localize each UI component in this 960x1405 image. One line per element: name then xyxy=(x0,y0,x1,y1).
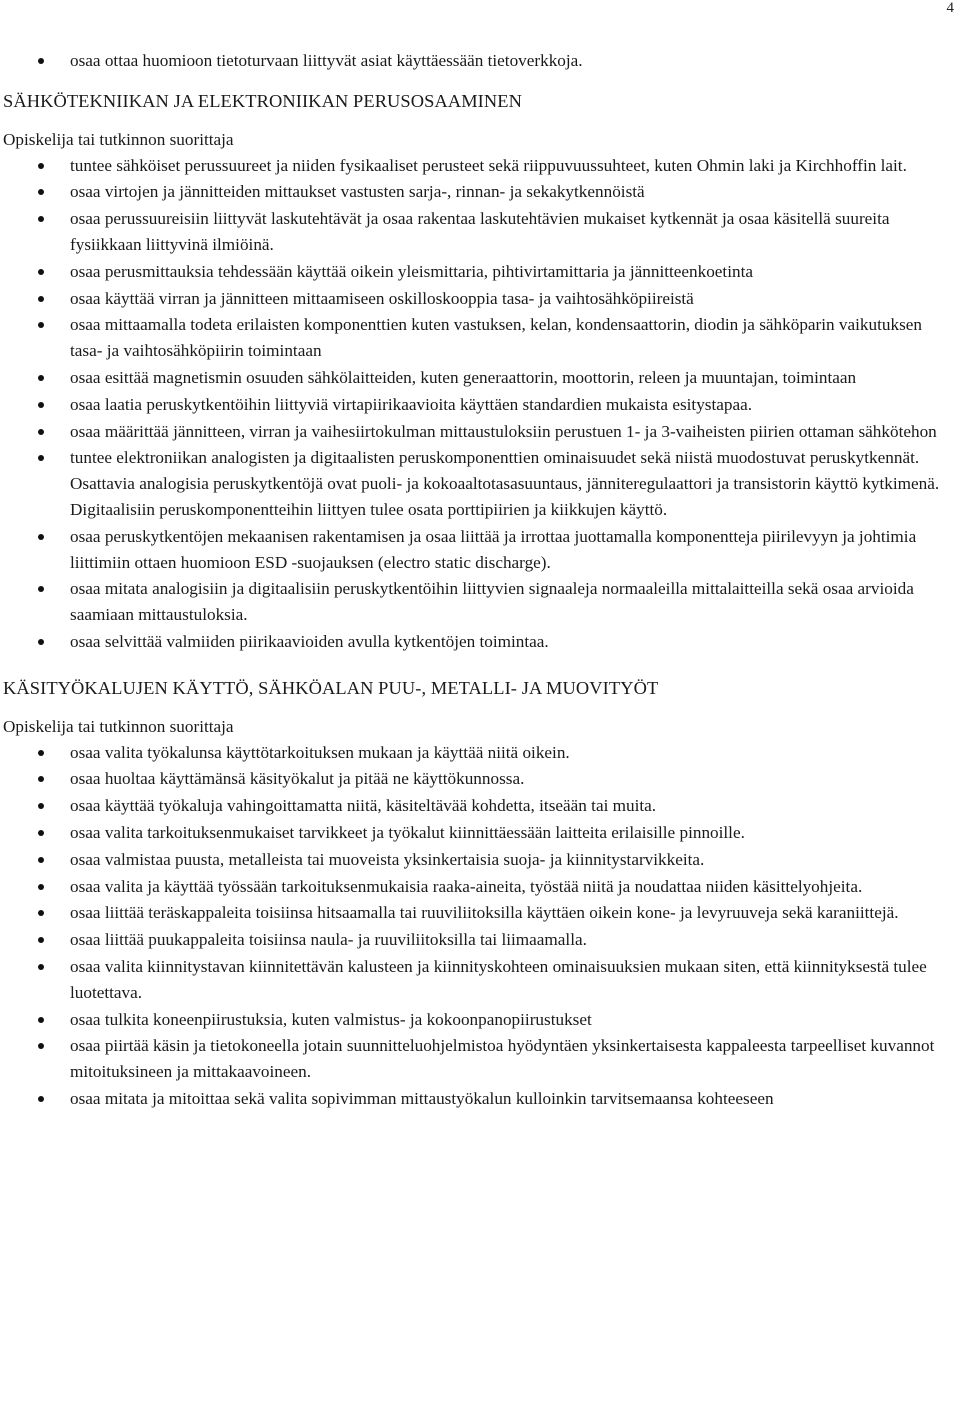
bullet-list-hand-tools xyxy=(3,740,955,1112)
bullet-icon xyxy=(38,910,44,916)
list-item xyxy=(3,365,955,391)
list-item-text: osaa valita kiinnitystavan kiinnitettävän kalusteen ja kiinnityskohteen ominaisuuksien mukaan siten, että kiinnityksestä tulee luotettava. xyxy=(70,956,927,1002)
list-item xyxy=(3,927,955,953)
list-item xyxy=(3,445,955,522)
list-item-text: osaa käyttää virran ja jännitteen mittaamiseen oskilloskooppia tasa- ja vaihtosähköpiireistä xyxy=(70,288,694,308)
bullet-icon xyxy=(38,322,44,328)
bullet-icon xyxy=(38,937,44,943)
list-item-text: osaa piirtää käsin ja tietokoneella jotain suunnitteluohjelmistoa hyödyntäen yksinkertaisesta kappaleesta tarpeelliset kuvannot mitoituksineen ja mittakaavoineen. xyxy=(70,1036,935,1082)
list-item-text: osaa valita työkalunsa käyttötarkoituksen mukaan ja käyttää niitä oikein. xyxy=(70,742,570,762)
bullet-icon xyxy=(38,429,44,435)
list-item xyxy=(3,1086,955,1112)
bullet-icon xyxy=(38,803,44,809)
list-item xyxy=(3,48,955,74)
bullet-icon xyxy=(38,1017,44,1023)
list-item-text: tuntee sähköiset perussuureet ja niiden fysikaaliset perusteet sekä riippuvuussuhteet, kuten Ohmin laki ja Kirchhoffin lait. xyxy=(70,155,907,175)
bullet-list-intro xyxy=(3,48,955,74)
list-item-text: osaa laatia peruskytkentöihin liittyviä virtapiirikaavioita käyttäen standardien mukaista esitystapaa. xyxy=(70,394,753,414)
list-item xyxy=(3,900,955,926)
list-item-text: osaa esittää magnetismin osuuden sähkölaitteiden, kuten generaattorin, moottorin, releen ja muuntajan, toimintaan xyxy=(70,367,857,387)
bullet-icon xyxy=(38,402,44,408)
list-item-text: osaa virtojen ja jännitteiden mittaukset vastusten sarja-, rinnan- ja sekakytkennöistä xyxy=(70,182,645,202)
bullet-icon xyxy=(38,639,44,645)
bullet-icon xyxy=(38,857,44,863)
bullet-icon xyxy=(38,830,44,836)
list-item xyxy=(3,766,955,792)
list-item xyxy=(3,524,955,576)
list-item xyxy=(3,259,955,285)
list-item-text: osaa määrittää jännitteen, virran ja vaihesiirtokulman mittaustuloksiin perustuen 1- ja 3-vaiheisten piirien ottaman sähkötehon xyxy=(70,421,937,441)
list-item-text: osaa käyttää työkaluja vahingoittamatta niitä, käsiteltävää kohdetta, itseään tai muita. xyxy=(70,796,657,816)
bullet-icon xyxy=(38,216,44,222)
list-item xyxy=(3,740,955,766)
list-item-text: osaa perusmittauksia tehdessään käyttää oikein yleismittaria, pihtivirtamittaria ja jännitteenkoetinta xyxy=(70,261,753,281)
bullet-icon xyxy=(38,455,44,461)
bullet-icon xyxy=(38,964,44,970)
list-item xyxy=(3,1007,955,1033)
list-item-text: osaa selvittää valmiiden piirikaavioiden avulla kytkentöjen toimintaa. xyxy=(70,631,549,651)
list-item-text: osaa valmistaa puusta, metalleista tai muoveista yksinkertaisia suoja- ja kiinnitystarvikkeita. xyxy=(70,849,705,869)
bullet-icon xyxy=(38,375,44,381)
bullet-icon xyxy=(38,1043,44,1049)
list-item xyxy=(3,1033,955,1085)
list-item-text: osaa mittaamalla todeta erilaisten komponenttien kuten vastuksen, kelan, kondensaattorin, diodin ja sähköparin vaikutuksen tasa- ja vaihtosähköpiirin toimintaan xyxy=(70,315,922,361)
bullet-icon xyxy=(38,189,44,195)
bullet-icon xyxy=(38,884,44,890)
list-item xyxy=(3,820,955,846)
section-heading-hand-tools: KÄSITYÖKALUJEN KÄYTTÖ, SÄHKÖALAN PUU-, METALLI- JA MUOVITYÖT xyxy=(3,677,659,698)
list-item xyxy=(3,392,955,418)
list-item xyxy=(3,847,955,873)
bullet-icon xyxy=(38,163,44,169)
bullet-icon xyxy=(38,534,44,540)
list-item-text: osaa peruskytkentöjen mekaanisen rakentamisen ja osaa liittää ja irrottaa juottamalla komponentteja piirilevyyn ja johtimia liittimiin ottaen huomioon ESD -suojauksen (electro static discharge). xyxy=(70,526,917,572)
list-item-text: osaa perussuureisiin liittyvät laskutehtävät ja osaa rakentaa laskutehtävien mukaiset kytkennät ja osaa käsitellä suureita fysiikkaan liittyvinä ilmiöinä. xyxy=(70,209,890,254)
list-item xyxy=(3,576,955,628)
list-item-text: osaa tulkita koneenpiirustuksia, kuten valmistus- ja kokoonpanopiirustukset xyxy=(70,1009,592,1029)
list-item-text: osaa liittää puukappaleita toisiinsa naula- ja ruuviliitoksilla tai liimaamalla. xyxy=(70,930,587,950)
bullet-icon xyxy=(38,58,44,64)
bullet-list-electrical-basics xyxy=(3,153,955,655)
list-item-text: osaa liittää teräskappaleita toisiinsa hitsaamalla tai ruuviliitoksilla käyttäen oikein kone- ja levyruuveja sekä karaniittejä. xyxy=(70,903,899,923)
bullet-icon xyxy=(38,776,44,782)
list-item xyxy=(3,793,955,819)
page-number: 4 xyxy=(946,0,954,16)
list-item xyxy=(3,312,955,364)
list-item xyxy=(3,286,955,312)
list-item xyxy=(3,629,955,655)
bullet-icon xyxy=(38,750,44,756)
section-heading-electrical-basics: SÄHKÖTEKNIIKAN JA ELEKTRONIIKAN PERUSOSAAMINEN xyxy=(3,90,523,111)
section-subheading: Opiskelija tai tutkinnon suorittaja xyxy=(3,129,234,149)
list-item-text: osaa valita tarkoituksenmukaiset tarvikkeet ja työkalut kiinnittäessään laitteita erilaisille pinnoille. xyxy=(70,822,745,842)
bullet-icon xyxy=(38,1096,44,1102)
list-item-text: osaa mitata analogisiin ja digitaalisiin peruskytkentöihin liittyvien signaaleja normaaleilla mittalaitteilla sekä osaa arvioida saamiaan mittaustuloksia. xyxy=(70,579,914,625)
list-item xyxy=(3,874,955,900)
list-item xyxy=(3,153,955,179)
list-item-text: osaa mitata ja mitoittaa sekä valita sopivimman mittaustyökalun kulloinkin tarvitsemaansa kohteeseen xyxy=(70,1088,774,1108)
section-subheading: Opiskelija tai tutkinnon suorittaja xyxy=(3,716,234,736)
document-body xyxy=(3,48,955,1113)
bullet-icon xyxy=(38,269,44,275)
list-item xyxy=(3,419,955,445)
bullet-icon xyxy=(38,586,44,592)
list-item-text: tuntee elektroniikan analogisten ja digitaalisten peruskomponenttien ominaisuudet sekä niistä muodostuvat peruskytkennät. Osattavia analogisia peruskytkentöjä ovat puoli- ja kokoaaltotasasuuntaus, jänniteregulaattori ja transistorin käyttö kytkimenä. Digitaalisiin peruskomponentteihin liittyen tulee osata porttipiirien ja kiikkujen käyttö. xyxy=(70,448,940,519)
list-item xyxy=(3,206,955,258)
bullet-icon xyxy=(38,296,44,302)
list-item-text: osaa ottaa huomioon tietoturvaan liittyvät asiat käyttäessään tietoverkkoja. xyxy=(70,51,583,70)
list-item xyxy=(3,179,955,205)
list-item-text: osaa huoltaa käyttämänsä käsityökalut ja pitää ne käyttökunnossa. xyxy=(70,769,525,789)
list-item-text: osaa valita ja käyttää työssään tarkoituksenmukaisia raaka-aineita, työstää niitä ja noudattaa niiden käsittelyohjeita. xyxy=(70,876,863,896)
list-item xyxy=(3,954,955,1006)
